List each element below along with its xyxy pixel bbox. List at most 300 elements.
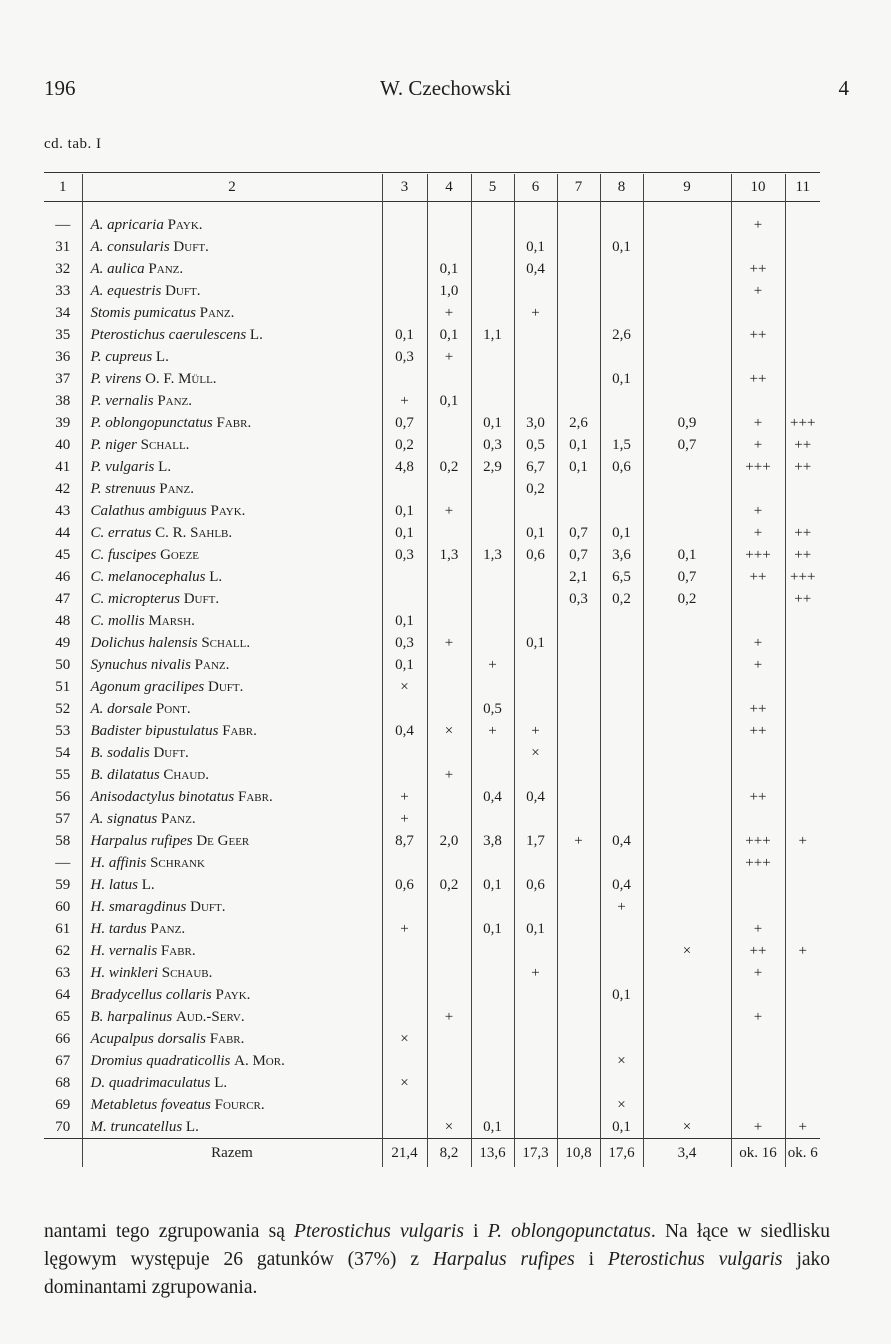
- value-cell: ×: [382, 676, 427, 698]
- table-body: [44, 202, 820, 1139]
- species-name: Agonum gracilipes: [90, 679, 205, 695]
- value-cell: [731, 896, 785, 918]
- species-name: B. dilatatus: [90, 767, 160, 783]
- species-author: Fabr.: [238, 789, 273, 805]
- value-cell: [427, 434, 471, 456]
- table-row: [44, 632, 820, 654]
- value-cell: [557, 280, 600, 302]
- page-number: 196: [44, 76, 76, 100]
- row-number: 52: [55, 701, 71, 717]
- table-row: [44, 786, 820, 808]
- row-number: 59: [55, 877, 71, 893]
- value-cell: [600, 852, 643, 874]
- value-cell: [514, 676, 557, 698]
- species-cell: [82, 1094, 382, 1116]
- value-cell: [643, 874, 731, 896]
- value-cell: 2,6: [557, 412, 600, 434]
- value-cell: [382, 566, 427, 588]
- value-cell: ++: [731, 698, 785, 720]
- table-row: [44, 456, 820, 478]
- value-cell: [382, 588, 427, 610]
- value-cell: [427, 202, 471, 237]
- table-row: [44, 478, 820, 500]
- value-cell: [731, 610, 785, 632]
- species-name: P. vernalis: [90, 393, 154, 409]
- value-cell: [427, 654, 471, 676]
- value-cell: 0,2: [382, 434, 427, 456]
- table-row: [44, 588, 820, 610]
- species-author: Panz.: [157, 393, 193, 409]
- column-header: 1: [59, 179, 67, 195]
- value-cell: +: [785, 1116, 820, 1139]
- table-row: [44, 390, 820, 412]
- value-cell: [427, 808, 471, 830]
- value-cell: [514, 1116, 557, 1139]
- value-cell: 0,7: [643, 566, 731, 588]
- species-cell: [82, 346, 382, 368]
- species-author: L.: [155, 349, 169, 365]
- value-cell: [514, 654, 557, 676]
- value-cell: ++: [731, 720, 785, 742]
- value-cell: [382, 236, 427, 258]
- species-author: Pont.: [155, 701, 191, 717]
- value-cell: 0,7: [557, 522, 600, 544]
- value-cell: 2,0: [427, 830, 471, 852]
- table-row: [44, 1006, 820, 1028]
- species-name: Dolichus halensis: [90, 635, 198, 651]
- row-number: 56: [55, 789, 71, 805]
- value-cell: 3,8: [471, 830, 514, 852]
- value-cell: [643, 1006, 731, 1028]
- value-cell: [600, 412, 643, 434]
- value-cell: 0,1: [471, 412, 514, 434]
- table-row: [44, 324, 820, 346]
- text-run: jako dominantami zgrupowania.: [44, 1249, 831, 1298]
- value-cell: [427, 1072, 471, 1094]
- value-cell: [471, 236, 514, 258]
- value-cell: 0,2: [600, 588, 643, 610]
- value-cell: [731, 302, 785, 324]
- value-cell: [471, 500, 514, 522]
- value-cell: [785, 478, 820, 500]
- species-cell: [82, 984, 382, 1006]
- value-cell: 0,1: [382, 500, 427, 522]
- species-author: C. R. Sahlb.: [155, 525, 233, 541]
- species-name: Badister bipustulatus: [90, 723, 219, 739]
- value-cell: +: [514, 302, 557, 324]
- row-number: —: [55, 217, 71, 233]
- table-row: [44, 852, 820, 874]
- value-cell: [514, 500, 557, 522]
- value-cell: [514, 1028, 557, 1050]
- table-row: [44, 742, 820, 764]
- value-cell: +: [731, 500, 785, 522]
- value-cell: [785, 654, 820, 676]
- value-cell: [471, 1072, 514, 1094]
- value-cell: 2,6: [600, 324, 643, 346]
- value-cell: [427, 918, 471, 940]
- value-cell: ×: [643, 940, 731, 962]
- species-name: A. equestris: [90, 283, 162, 299]
- value-cell: [643, 368, 731, 390]
- value-cell: [731, 1028, 785, 1050]
- value-cell: [471, 632, 514, 654]
- species-name: A. apricaria: [90, 217, 164, 233]
- species-cell: [82, 202, 382, 237]
- row-number: 55: [55, 767, 71, 783]
- total-value: 21,4: [382, 1139, 427, 1168]
- value-cell: [600, 808, 643, 830]
- value-cell: [471, 478, 514, 500]
- value-cell: [600, 654, 643, 676]
- value-cell: [427, 236, 471, 258]
- value-cell: 0,7: [557, 544, 600, 566]
- species-name: M. truncatellus: [90, 1119, 183, 1135]
- value-cell: [471, 566, 514, 588]
- value-cell: [731, 984, 785, 1006]
- table-row: [44, 280, 820, 302]
- species-cell: [82, 632, 382, 654]
- value-cell: [557, 632, 600, 654]
- species-name: B. sodalis: [90, 745, 150, 761]
- value-cell: [785, 720, 820, 742]
- value-cell: [785, 896, 820, 918]
- total-value: ok. 16: [731, 1139, 785, 1168]
- value-cell: [514, 940, 557, 962]
- row-number: 61: [55, 921, 71, 937]
- value-cell: [785, 390, 820, 412]
- column-header: 11: [785, 174, 820, 202]
- value-cell: [600, 258, 643, 280]
- value-cell: [514, 984, 557, 1006]
- value-cell: [557, 1050, 600, 1072]
- value-cell: [427, 742, 471, 764]
- value-cell: [427, 588, 471, 610]
- value-cell: [514, 610, 557, 632]
- species-name: H. smaragdinus: [90, 899, 187, 915]
- row-number: 32: [55, 261, 71, 277]
- value-cell: 0,1: [471, 874, 514, 896]
- species-cell: [82, 676, 382, 698]
- value-cell: [427, 940, 471, 962]
- species-name: P. vulgaris: [90, 459, 155, 475]
- species-author: L.: [214, 1075, 228, 1091]
- column-header: 4: [427, 174, 471, 202]
- table-row: [44, 500, 820, 522]
- row-number: 53: [55, 723, 71, 739]
- value-cell: [600, 390, 643, 412]
- table-row: [44, 434, 820, 456]
- value-cell: [785, 280, 820, 302]
- value-cell: [427, 1050, 471, 1072]
- value-cell: [731, 764, 785, 786]
- value-cell: 0,3: [382, 632, 427, 654]
- row-number: 44: [55, 525, 71, 541]
- row-number: 36: [55, 349, 71, 365]
- species-author: Duft.: [183, 591, 220, 607]
- value-cell: [557, 654, 600, 676]
- value-cell: [514, 346, 557, 368]
- value-cell: [471, 984, 514, 1006]
- species-cell: [82, 720, 382, 742]
- column-header: 10: [731, 174, 785, 202]
- value-cell: 0,9: [643, 412, 731, 434]
- value-cell: [514, 698, 557, 720]
- table-row: [44, 940, 820, 962]
- value-cell: [643, 390, 731, 412]
- value-cell: +: [731, 434, 785, 456]
- value-cell: [471, 676, 514, 698]
- value-cell: [731, 346, 785, 368]
- species-author: L.: [141, 877, 155, 893]
- value-cell: [785, 1028, 820, 1050]
- species-name: P. niger: [90, 437, 137, 453]
- value-cell: 1,0: [427, 280, 471, 302]
- value-cell: [557, 478, 600, 500]
- species-cell: [82, 874, 382, 896]
- table-row: [44, 1028, 820, 1050]
- value-cell: +: [731, 412, 785, 434]
- species-cell: [82, 412, 382, 434]
- value-cell: [600, 720, 643, 742]
- value-cell: [471, 1028, 514, 1050]
- species-cell: [82, 610, 382, 632]
- species-cell: [82, 830, 382, 852]
- row-number: 35: [55, 327, 71, 343]
- value-cell: 0,4: [600, 874, 643, 896]
- value-cell: [785, 984, 820, 1006]
- species-cell: [82, 236, 382, 258]
- value-cell: [471, 346, 514, 368]
- value-cell: [427, 1028, 471, 1050]
- column-header: 6: [514, 174, 557, 202]
- row-number: 49: [55, 635, 71, 651]
- table-row: [44, 236, 820, 258]
- value-cell: +: [785, 830, 820, 852]
- value-cell: 0,2: [643, 588, 731, 610]
- value-cell: [643, 984, 731, 1006]
- value-cell: [471, 896, 514, 918]
- table-row: [44, 720, 820, 742]
- species-author: Fabr.: [209, 1031, 245, 1047]
- value-cell: 0,3: [557, 588, 600, 610]
- value-cell: [785, 918, 820, 940]
- row-number: 48: [55, 613, 71, 629]
- value-cell: +: [731, 280, 785, 302]
- species-author: Aud.-Serv.: [175, 1009, 245, 1025]
- value-cell: [557, 202, 600, 237]
- value-cell: [557, 962, 600, 984]
- value-cell: [514, 324, 557, 346]
- species-author: L.: [185, 1119, 199, 1135]
- value-cell: [643, 1050, 731, 1072]
- value-cell: 6,7: [514, 456, 557, 478]
- species-cell: [82, 1050, 382, 1072]
- value-cell: [600, 478, 643, 500]
- value-cell: [382, 764, 427, 786]
- value-cell: +: [427, 302, 471, 324]
- value-cell: [514, 566, 557, 588]
- value-cell: ++: [785, 588, 820, 610]
- value-cell: 0,4: [471, 786, 514, 808]
- value-cell: 0,1: [557, 434, 600, 456]
- value-cell: [382, 962, 427, 984]
- running-head-author: W. Czechowski: [379, 76, 512, 100]
- value-cell: [643, 830, 731, 852]
- species-author: Payk.: [167, 217, 203, 233]
- value-cell: +: [471, 720, 514, 742]
- value-cell: [382, 1050, 427, 1072]
- species-author: L.: [158, 459, 172, 475]
- value-cell: ++: [731, 786, 785, 808]
- species-name: P. virens: [90, 371, 142, 387]
- value-cell: 0,1: [600, 1116, 643, 1139]
- row-number: 65: [55, 1009, 71, 1025]
- value-cell: 0,1: [382, 324, 427, 346]
- value-cell: [557, 258, 600, 280]
- row-number: 37: [55, 371, 71, 387]
- value-cell: [471, 1050, 514, 1072]
- row-number: 46: [55, 569, 71, 585]
- value-cell: [643, 962, 731, 984]
- value-cell: [557, 720, 600, 742]
- value-cell: [557, 390, 600, 412]
- row-number: 50: [55, 657, 71, 673]
- value-cell: ++: [785, 522, 820, 544]
- value-cell: [471, 202, 514, 237]
- species-author: Payk.: [215, 987, 251, 1003]
- value-cell: ++: [731, 324, 785, 346]
- table-row: [44, 918, 820, 940]
- value-cell: [643, 258, 731, 280]
- value-cell: [643, 786, 731, 808]
- value-cell: [785, 368, 820, 390]
- column-header: 8: [600, 174, 643, 202]
- value-cell: [731, 390, 785, 412]
- species-author: Fabr.: [222, 723, 257, 739]
- value-cell: [427, 896, 471, 918]
- row-number: 66: [55, 1031, 71, 1047]
- value-cell: [785, 632, 820, 654]
- value-cell: [427, 368, 471, 390]
- species-cell: [82, 896, 382, 918]
- species-cell: [82, 1028, 382, 1050]
- column-header: 9: [643, 174, 731, 202]
- value-cell: [382, 940, 427, 962]
- table-row: [44, 654, 820, 676]
- value-cell: [600, 676, 643, 698]
- row-number: 41: [55, 459, 71, 475]
- value-cell: [471, 522, 514, 544]
- row-number: 68: [55, 1075, 71, 1091]
- species-cell: [82, 258, 382, 280]
- value-cell: [600, 632, 643, 654]
- value-cell: [643, 918, 731, 940]
- species-name: H. tardus: [90, 921, 147, 937]
- value-cell: [557, 236, 600, 258]
- value-cell: [427, 676, 471, 698]
- row-number: 31: [55, 239, 71, 255]
- species-name: A. signatus: [90, 811, 158, 827]
- value-cell: 0,1: [427, 390, 471, 412]
- value-cell: [427, 698, 471, 720]
- value-cell: 0,6: [514, 544, 557, 566]
- value-cell: 0,1: [600, 368, 643, 390]
- value-cell: [427, 610, 471, 632]
- value-cell: 0,1: [514, 522, 557, 544]
- value-cell: +: [382, 786, 427, 808]
- species-name: C. micropterus: [90, 591, 180, 607]
- value-cell: [643, 654, 731, 676]
- text-run: . Na łące w siedlisku lęgowym występuje 26 gatunków (37%) z: [44, 1221, 831, 1270]
- value-cell: [427, 962, 471, 984]
- value-cell: [785, 1006, 820, 1028]
- species-cell: [82, 390, 382, 412]
- value-cell: [471, 280, 514, 302]
- species-mention: Pterostichus vulgaris: [294, 1221, 464, 1242]
- value-cell: +: [427, 764, 471, 786]
- value-cell: +++: [731, 852, 785, 874]
- value-cell: [643, 610, 731, 632]
- value-cell: [557, 918, 600, 940]
- value-cell: [557, 1094, 600, 1116]
- species-name: Acupalpus dorsalis: [90, 1031, 206, 1047]
- value-cell: [382, 302, 427, 324]
- species-cell: [82, 962, 382, 984]
- value-cell: +++: [785, 566, 820, 588]
- species-mention: Harpalus rufipes: [432, 1249, 575, 1270]
- value-cell: [785, 1050, 820, 1072]
- value-cell: [557, 500, 600, 522]
- value-cell: [785, 610, 820, 632]
- species-cell: [82, 764, 382, 786]
- value-cell: [600, 610, 643, 632]
- value-cell: [643, 676, 731, 698]
- value-cell: +: [731, 654, 785, 676]
- species-author: Duft.: [190, 899, 226, 915]
- text-run: i: [463, 1221, 488, 1242]
- species-cell: [82, 478, 382, 500]
- value-cell: [785, 324, 820, 346]
- species-author: Schaub.: [161, 965, 213, 981]
- row-number: 60: [55, 899, 71, 915]
- value-cell: 0,1: [600, 236, 643, 258]
- value-cell: +: [731, 522, 785, 544]
- row-number: 69: [55, 1097, 71, 1113]
- row-number: 42: [55, 481, 71, 497]
- value-cell: 0,3: [471, 434, 514, 456]
- value-cell: [514, 368, 557, 390]
- value-cell: [514, 1050, 557, 1072]
- table-row: [44, 808, 820, 830]
- row-number: 39: [55, 415, 71, 431]
- row-number: 33: [55, 283, 71, 299]
- value-cell: [600, 698, 643, 720]
- value-cell: 0,6: [382, 874, 427, 896]
- row-number: 54: [55, 745, 71, 761]
- value-cell: 1,5: [600, 434, 643, 456]
- species-cell: [82, 698, 382, 720]
- row-number: 57: [55, 811, 71, 827]
- table-row: [44, 1094, 820, 1116]
- table-row: [44, 764, 820, 786]
- value-cell: [557, 346, 600, 368]
- column-header: 3: [382, 174, 427, 202]
- species-author: L.: [249, 327, 263, 343]
- species-name: H. vernalis: [90, 943, 158, 959]
- body-paragraph: [44, 1218, 830, 1302]
- value-cell: +: [427, 632, 471, 654]
